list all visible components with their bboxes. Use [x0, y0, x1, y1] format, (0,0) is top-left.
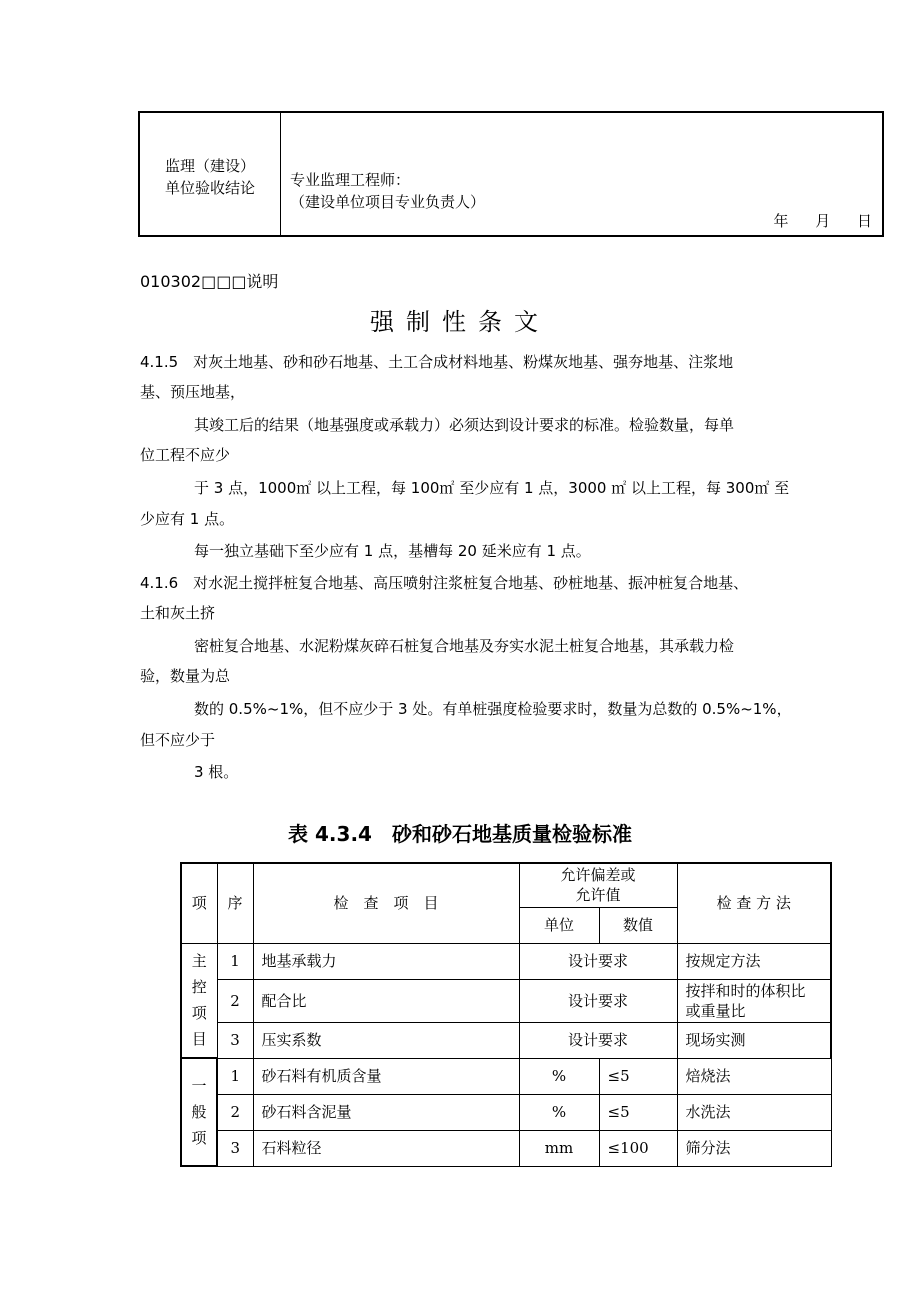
row-method: 焙烧法	[677, 1058, 831, 1094]
row-method: 水洗法	[677, 1094, 831, 1130]
table-row	[181, 1094, 831, 1130]
clause-416-line2: 土和灰土挤	[140, 604, 216, 622]
general-group-label	[181, 1058, 217, 1166]
row-item: 砂石料有机质含量	[253, 1058, 519, 1094]
row-value: ≤5	[599, 1058, 677, 1094]
table-row	[181, 1022, 831, 1058]
row-seq: 1	[217, 1058, 253, 1094]
row-tolerance: 设计要求	[519, 979, 677, 1022]
clause-415-line4: 位工程不应少	[140, 446, 231, 464]
header-check-item: 检 查 项 目	[253, 863, 519, 943]
page-title: 强制性条文	[370, 308, 550, 336]
row-method: 现场实测	[677, 1022, 831, 1058]
table-row	[181, 1058, 831, 1094]
row-item: 石料粒径	[253, 1130, 519, 1166]
clause-415-line1: 4.1.5 对灰土地基、砂和砂石地基、土工合成材料地基、粉煤灰地基、强夯地基、注浆地	[140, 353, 734, 371]
signer-line2: （建设单位项目专业负责人）	[290, 193, 486, 211]
general-group-char: 一	[191, 1077, 207, 1095]
acceptance-box	[138, 111, 884, 237]
row-method: 筛分法	[677, 1130, 831, 1166]
row-item: 配合比	[253, 979, 519, 1022]
clause-416-line4: 验，数量为总	[140, 667, 231, 685]
clause-416-line7: 3 根。	[194, 763, 239, 781]
row-value: ≤100	[599, 1130, 677, 1166]
row-unit: %	[519, 1094, 599, 1130]
row-seq: 2	[217, 979, 253, 1022]
clause-415-line5: 于 3 点，1000㎡ 以上工程，每 100㎡ 至少应有 1 点，3000 ㎡ 以上工程，每 300㎡ 至	[194, 479, 790, 497]
row-tolerance: 设计要求	[519, 943, 677, 979]
clause-416-line6: 但不应少于	[140, 731, 216, 749]
main-group-char: 控	[191, 978, 207, 997]
clause-416-line1: 4.1.6 对水泥土搅拌桩复合地基、高压喷射注浆桩复合地基、砂桩地基、振冲桩复合地基、	[140, 574, 749, 592]
clause-416-line5: 数的 0.5%~1%，但不应少于 3 处。有单桩强度检验要求时，数量为总数的 0.5%~1%，	[194, 700, 792, 718]
row-seq: 3	[217, 1130, 253, 1166]
clause-415-line2: 基、预压地基，	[140, 383, 246, 401]
main-group-label	[181, 943, 217, 1058]
row-method: 按规定方法	[677, 943, 831, 979]
clause-416-line3: 密桩复合地基、水泥粉煤灰碎石桩复合地基及夯实水泥土桩复合地基，其承载力检	[194, 637, 735, 655]
signer-line1: 专业监理工程师：	[290, 171, 411, 189]
row-method-line2: 或重量比	[685, 1001, 746, 1020]
doc-code: 010302□□□说明	[140, 272, 279, 291]
row-seq: 2	[217, 1094, 253, 1130]
date-line: 年 月 日	[773, 212, 872, 230]
acceptance-label-line1: 监理（建设）	[164, 157, 255, 175]
header-tolerance-line2: 允许值	[575, 886, 621, 905]
header-tolerance	[519, 863, 677, 907]
header-unit: 单位	[519, 907, 599, 943]
clause-415-line7: 每一独立基础下至少应有 1 点，基槽每 20 延米应有 1 点。	[194, 542, 591, 560]
row-item: 砂石料含泥量	[253, 1094, 519, 1130]
main-group-char: 目	[191, 1030, 207, 1049]
header-seq: 序	[217, 863, 253, 943]
table-row	[181, 943, 831, 979]
clause-415-line6: 少应有 1 点。	[140, 510, 235, 528]
row-value: ≤5	[599, 1094, 677, 1130]
header-item: 项	[181, 863, 217, 943]
signer-block	[290, 169, 485, 213]
header-row	[181, 863, 831, 907]
header-value: 数值	[599, 907, 677, 943]
main-group-char: 项	[191, 1004, 207, 1023]
main-group-char: 主	[191, 952, 207, 971]
row-method	[677, 979, 831, 1022]
table-row	[181, 1130, 831, 1166]
general-group-char: 项	[191, 1129, 207, 1147]
row-seq: 1	[217, 943, 253, 979]
row-method-line1: 按拌和时的体积比	[685, 981, 806, 1000]
box-divider	[280, 113, 281, 235]
header-tolerance-line1: 允许偏差或	[560, 866, 636, 885]
row-unit: mm	[519, 1130, 599, 1166]
row-tolerance: 设计要求	[519, 1022, 677, 1058]
header-method: 检 查 方 法	[677, 863, 831, 943]
row-unit: %	[519, 1058, 599, 1094]
acceptance-label-line2: 单位验收结论	[164, 179, 255, 197]
row-item: 地基承载力	[253, 943, 519, 979]
acceptance-label	[140, 155, 280, 199]
table-title: 表 4.3.4 砂和砂石地基质量检验标准	[288, 822, 632, 846]
row-item: 压实系数	[253, 1022, 519, 1058]
clause-415-line3: 其竣工后的结果（地基强度或承载力）必须达到设计要求的标准。检验数量，每单	[194, 416, 735, 434]
quality-table	[180, 862, 832, 1167]
general-group-char: 般	[191, 1103, 207, 1121]
table-row	[181, 979, 831, 1022]
row-seq: 3	[217, 1022, 253, 1058]
